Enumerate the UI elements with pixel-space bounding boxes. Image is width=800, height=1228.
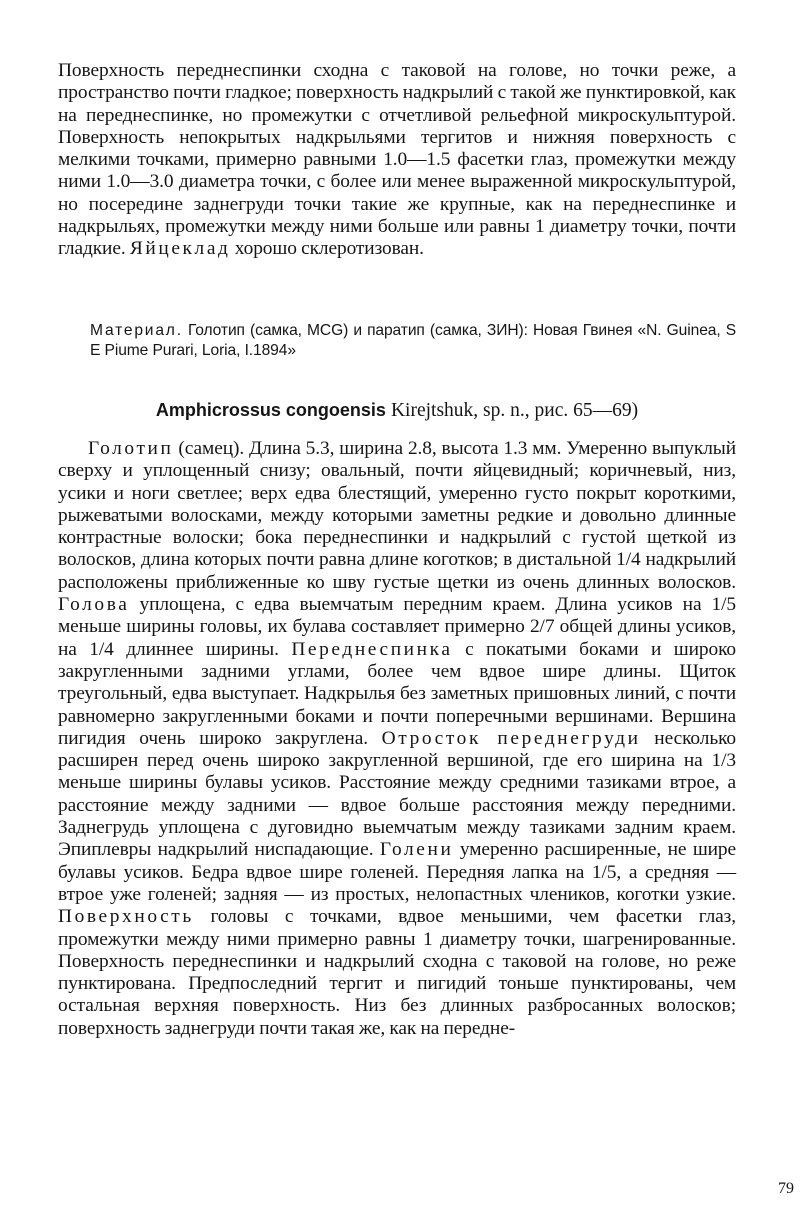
species-description: [58, 438, 736, 1040]
species-author: Kirejtshuk, sp. n., рис. 65—69): [390, 400, 639, 421]
description-part-2: уплощена, с едва выемчатым передним краем. Длина усиков на 1/5 меньше ширины головы, их булава составляет примерно 2/7 общей длины усиков, на 1/4 длиннее ширины.: [58, 594, 737, 660]
material-section: [90, 321, 736, 360]
paragraph1-tail: хорошо склеротизован.: [234, 238, 424, 260]
term-ovipositor: Яйцеклад: [129, 238, 231, 260]
description-part-1: (самец). Длина 5.3, ширина 2.8, высота 1.3 мм. Умеренно выпуклый сверху и уплощенный снизу; овальный, почти яйцевидный; коричневый, низ, усики и ноги светлее; верх едва блестящий, умеренно густо покрыт короткими, рыжеватыми волосками, между которыми заметны редкие и довольно длинные контрастные волоски; бока переднеспинки и надкрылий с густой щеткой из волосков, длина которых почти равна длине коготков; в дистальной 1/4 надкрылий расположены приближенные ко шву густые щетки из очень длинных волосков.: [58, 438, 736, 593]
species-name: Amphicrossus congoensis: [155, 400, 386, 420]
description-part-3: с покатыми боками и широко закругленными задними углами, более чем вдвое шире длины. Щиток треугольный, едва выступает. Надкрылья без заметных пришовных линий, с почти равномерно закругленными боками и почти поперечными вершинами. Вершина пигидия очень широко закруглена.: [58, 638, 736, 749]
material-label: Материал.: [90, 322, 183, 339]
paragraph-continued: [58, 60, 736, 261]
term-holotype: Голотип: [88, 438, 174, 459]
term-pronotum: Переднеспинка: [291, 638, 453, 660]
description-part-5: умеренно расширенные, не шире булавы усиков. Бедра вдвое шире голеней. Передняя лапка на 1/5, а средняя — втрое уже голеней; задняя — из простых, нелопастных члеников, коготки узкие.: [58, 839, 737, 905]
term-surface: Поверхность: [58, 906, 194, 928]
term-tibiae: Голени: [379, 839, 454, 861]
page-number: 79: [778, 1180, 794, 1197]
species-heading: [58, 398, 736, 423]
material-text: Голотип (самка, MCG) и паратип (самка, ЗИН): Новая Гвинея «N. Guinea, S E Piume Purari, Loria, I.1894»: [90, 322, 737, 359]
description-part-4: несколько расширен перед очень широко закругленной вершиной, где его ширина на 1/3 меньше ширины булавы усиков. Расстояние между средними тазиками втрое, а расстояние между задними — вдвое больше расстояния между передними. Заднегрудь уплощена с дуговидно выемчатым между тазиками задним краем. Эпиплевры надкрылий ниспадающие.: [58, 727, 736, 861]
paragraph1-text: Поверхность переднеспинки сходна с таковой на голове, но точки реже, а пространство почти гладкое; поверхность надкрылий с такой же пунктировкой, как на переднеспинке, но промежутки с отчетливой рельефной микроскульптурой. Поверхность непокрытых надкрыльями тергитов и нижняя поверхность с мелкими точками, примерно равными 1.0—1.5 фасетки глаз, промежутки между ними 1.0—3.0 диаметра точки, с более или менее выраженной микроскульптурой, но посередине заднегруди точки такие же крупные, как на переднеспинке и надкрыльях, промежутки между ними больше или равны 1 диаметру точки, почти гладкие.: [58, 60, 736, 260]
description-part-6: головы с точками, вдвое меньшими, чем фасетки глаз, промежутки между ними примерно равны 1 диаметру точки, шагренированные. Поверхность переднеспинки и надкрылий сходна с таковой на голове, но реже пунктирована. Предпоследний тергит и пигидий тоньше пунктированы, чем остальная верхняя поверхность. Низ без длинных разбросанных волосков; поверхность заднегруди почти такая же, как на передне-: [58, 906, 736, 1039]
term-prosternal-process: Отросток переднегруди: [381, 727, 641, 749]
term-head: Голова: [58, 594, 130, 616]
